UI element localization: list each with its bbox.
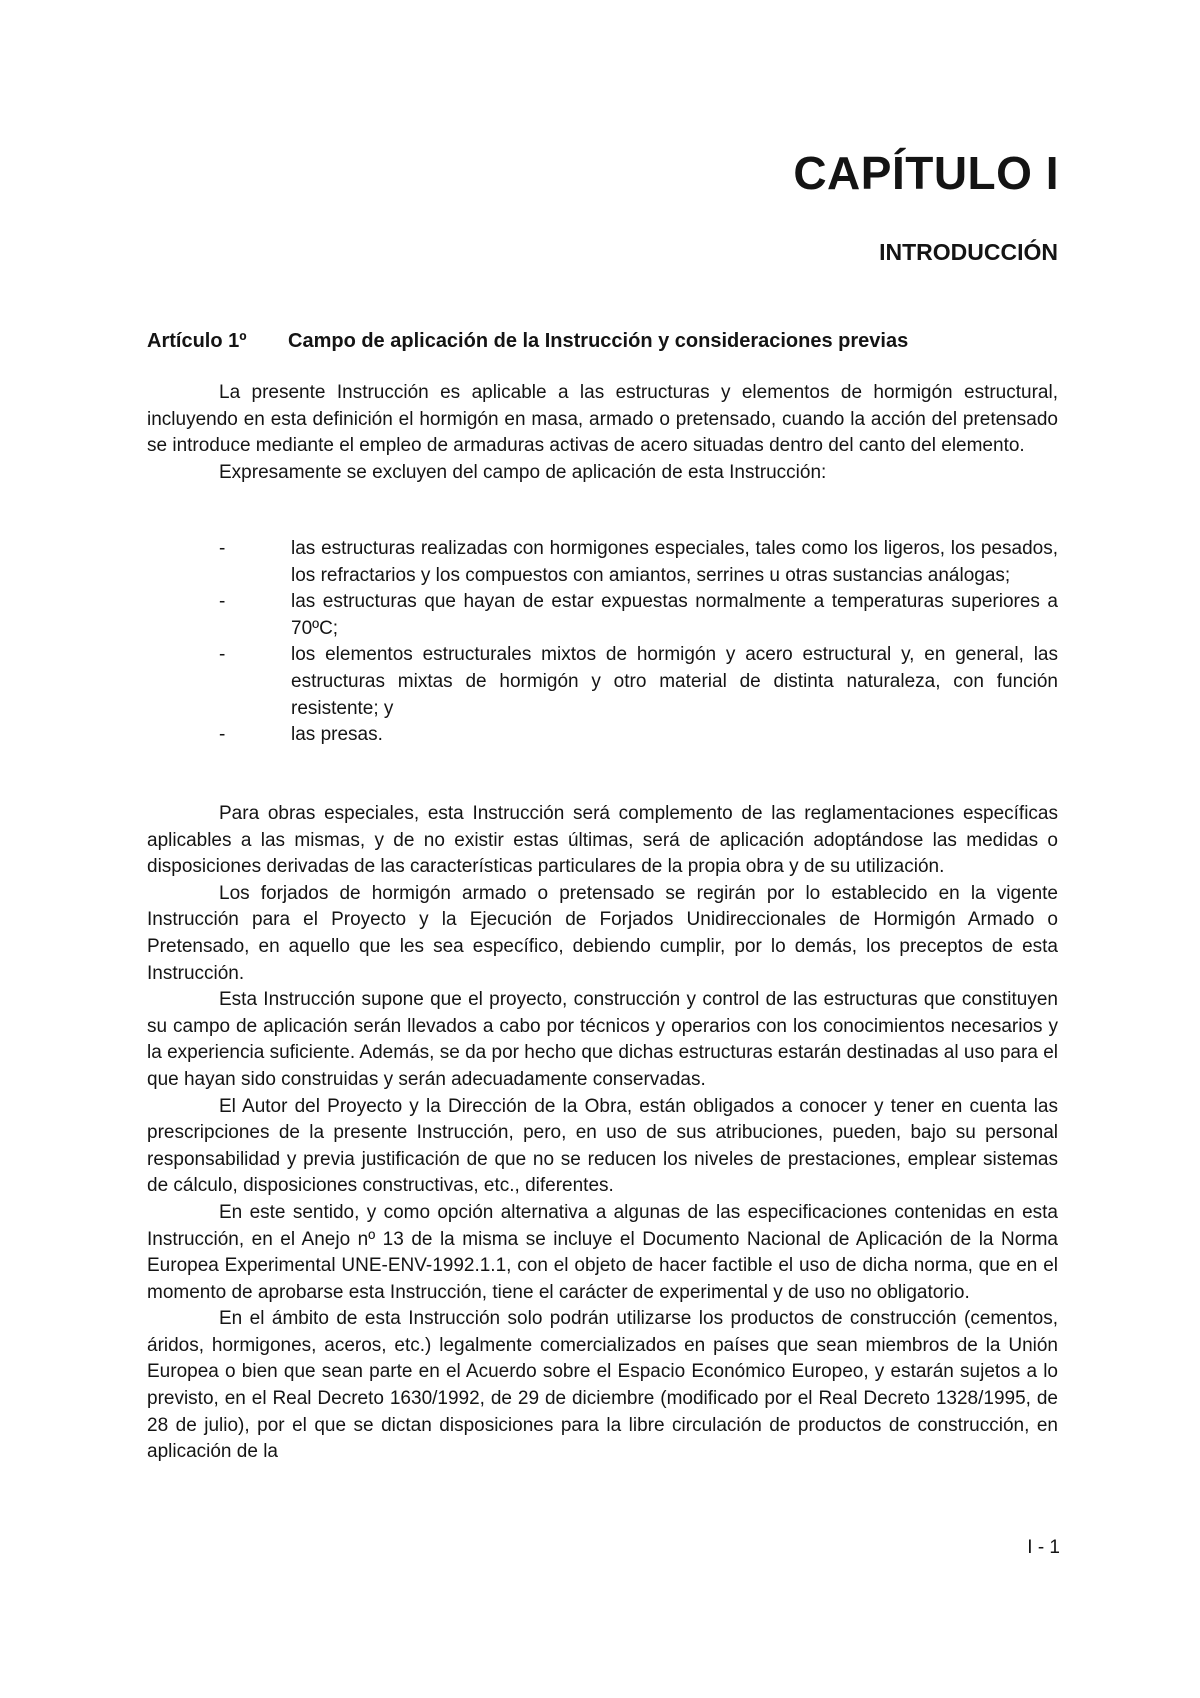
body-section xyxy=(147,801,1058,1466)
article-heading xyxy=(147,327,1058,355)
article-number: Artículo 1º xyxy=(147,330,247,352)
paragraph: El Autor del Proyecto y la Dirección de la Obra, están obligados a conocer y tener en cuenta las prescripciones de la presente Instrucción, pero, en uso de sus atribuciones, pueden, bajo su personal responsabilidad y previa justificación de que no se reducen los niveles de prestaciones, emplear sistemas de cálculo, disposiciones constructivas, etc., diferentes. xyxy=(147,1095,1058,1197)
paragraph: La presente Instrucción es aplicable a las estructuras y elementos de hormigón estructural, incluyendo en esta definición el hormigón en masa, armado o pretensado, cuando la acción del pretensado se introduce mediante el empleo de armaduras activas de acero situadas dentro del canto del elemento. xyxy=(147,382,1058,457)
paragraph: Expresamente se excluyen del campo de aplicación de esta Instrucción: xyxy=(219,461,827,483)
intro-section xyxy=(147,380,1058,486)
chapter-title: CAPÍTULO I xyxy=(793,147,1059,199)
list-item-text: los elementos estructurales mixtos de hormigón y acero estructural y, en general, las estructuras mixtas de hormigón y otro material de distinta naturaleza, con función resistente; y xyxy=(291,644,1058,719)
list-item xyxy=(147,722,1058,749)
list-item xyxy=(147,642,1058,722)
paragraph: En el ámbito de esta Instrucción solo podrán utilizarse los productos de construcción (cementos, áridos, hormigones, aceros, etc.) legalmente comercializados en países que sean miembros de la Unión Europea o bien que sean parte en el Acuerdo sobre el Espacio Económico Europeo, y estarán sujetos a lo previsto, en el Real Decreto 1630/1992, de 29 de diciembre (modificado por el Real Decreto 1328/1995, de 28 de julio), por el que se dictan disposiciones para la libre circulación de productos de construcción, en aplicación de la xyxy=(147,1308,1058,1463)
list-item xyxy=(147,536,1058,589)
article-title: Campo de aplicación de la Instrucción y consideraciones previas xyxy=(288,330,909,352)
chapter-subtitle: INTRODUCCIÓN xyxy=(879,239,1058,265)
page-number: I - 1 xyxy=(1027,1537,1060,1558)
paragraph: Para obras especiales, esta Instrucción será complemento de las reglamentaciones específicas aplicables a las mismas, y de no existir estas últimas, será de aplicación adoptándose las medidas o disposiciones derivadas de las características particulares de la propia obra y de su utilización. xyxy=(147,803,1058,878)
list-item xyxy=(147,589,1058,642)
list-item-text: las presas. xyxy=(291,724,383,746)
paragraph: En este sentido, y como opción alternativa a algunas de las especificaciones contenidas en esta Instrucción, en el Anejo nº 13 de la misma se incluye el Documento Nacional de Aplicación de la Norma Europea Experimental UNE-ENV-1992.1.1, con el objeto de hacer factible el uso de dicha norma, que en el momento de aprobarse esta Instrucción, tiene el carácter de experimental y de uso no obligatorio. xyxy=(147,1201,1058,1303)
list-item-text: las estructuras realizadas con hormigones especiales, tales como los ligeros, los pesados, los refractarios y los compuestos con amiantos, serrines u otras sustancias análogas; xyxy=(291,538,1058,586)
list-item-text: las estructuras que hayan de estar expuestas normalmente a temperaturas superiores a 70ºC; xyxy=(291,591,1058,639)
paragraph: Los forjados de hormigón armado o pretensado se regirán por lo establecido en la vigente Instrucción para el Proyecto y la Ejecución de Forjados Unidireccionales de Hormigón Armado o Pretensado, en aquello que les sea específico, debiendo cumplir, por lo demás, los preceptos de esta Instrucción. xyxy=(147,882,1058,984)
list-bullet: - xyxy=(219,538,226,559)
paragraph: Esta Instrucción supone que el proyecto, construcción y control de las estructuras que constituyen su campo de aplicación serán llevados a cabo por técnicos y operarios con los conocimientos necesarios y la experiencia suficiente. Además, se da por hecho que dichas estructuras estarán destinadas al uso para el que hayan sido construidas y serán adecuadamente conservadas. xyxy=(147,989,1058,1090)
exclusion-list xyxy=(147,536,1058,749)
list-bullet: - xyxy=(219,591,226,613)
list-bullet: - xyxy=(219,644,226,666)
list-bullet: - xyxy=(219,724,226,746)
